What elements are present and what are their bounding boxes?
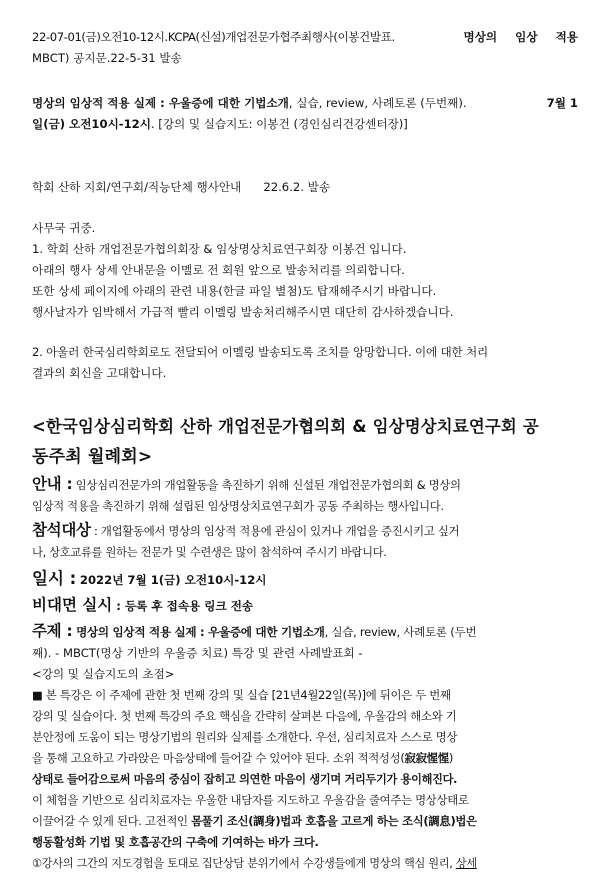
target-label: 참석대상 <box>32 521 91 539</box>
target-line-2: 나, 상호교류를 원하는 전문가 및 수련생은 많이 참석하여 주시기 바랍니다. <box>32 546 387 559</box>
focus-line-3: 분안정에 도움이 되는 명상기법의 원리와 실제를 소개한다. 우선, 심리치료자 스스로 명상 <box>32 730 458 744</box>
subject-date-part: 7월 1 <box>546 96 578 110</box>
header-topic: 명상의 임상 적용 <box>463 30 578 44</box>
body-line-2: 아래의 행사 상세 안내문을 이멜로 전 회원 앞으로 발송처리를 의뢰합니다. <box>32 263 405 277</box>
datetime-line <box>32 568 578 591</box>
focus-line-7 <box>32 811 578 832</box>
notice-line: 학회 산하 지회/연구회/직능단체 행사안내 22.6.2. 발송 <box>32 180 331 194</box>
focus-line-9 <box>32 853 578 874</box>
focus-line-4 <box>32 748 578 769</box>
topic-title: 명상의 임상적 적용 실제 : 우울증에 대한 기법소개 <box>72 625 325 639</box>
focus-line-7-bold: 몸풀기 조신(調身)법과 호흡을 고르게 하는 조식(調息)법은 <box>191 814 477 828</box>
online-label: 비대면 실시 <box>32 596 113 614</box>
focus-line-9-text: ①강사의 그간의 지도경험을 토대로 집단상담 분위기에서 수강생들에게 명상의 핵심 원리, <box>32 857 456 870</box>
focus-line-2: 강의 및 실습이다. 첫 번째 특강의 주요 핵심을 간략히 살펴본 다음에, 우울감의 해소와 기 <box>32 709 457 723</box>
guide-label: 안내 : <box>32 475 73 493</box>
body-line-5: 2. 아울러 한국심리학회로도 전달되어 이멜링 발송되도록 조치를 앙망합니다. 이에 대한 처리 <box>32 345 488 359</box>
body-line-3: 또한 상세 페이지에 아래의 관련 내용(한글 파일 별첨)도 탑재해주시기 바랍니다. <box>32 284 437 298</box>
subject-extra: , 실습, review, 사례토론 (두번째). <box>288 96 467 110</box>
focus-line-4-text: 을 통해 고요하고 가라앉은 마음상태에 들어갈 수 있어야 된다. 소위 적적성성( <box>32 751 405 765</box>
body-line-4: 행사날자가 임박해서 가급적 빨리 이멜링 발송처리해주시면 대단히 감사하겠습니다. <box>32 305 454 319</box>
body-greeting: 사무국 귀중. <box>32 221 96 235</box>
guide-text-1: 임상심리전문가의 개업활동을 촉진하기 위해 신설된 개업전문가협의회 & 명상의 <box>72 478 461 492</box>
subject-title: 명상의 임상적 적용 실제 : 우울증에 대한 기법소개 <box>32 96 289 110</box>
datetime-value: 2022년 7월 1(금) 오전10시-12시 <box>79 573 267 587</box>
subject-line-1 <box>32 93 578 114</box>
datetime-label: 일시 : <box>32 569 77 588</box>
guide-line-1 <box>32 474 578 496</box>
event-title-line-2: 동주최 월례회> <box>32 447 153 467</box>
focus-line-4-end: ) <box>448 751 454 765</box>
body-line-1: 1. 학회 산하 개업전문가협의회장 & 임상명상치료연구회장 이봉건 입니다. <box>32 242 407 256</box>
focus-line-9-underlined: 상세 <box>455 857 477 870</box>
header-filename: 22-07-01(금)오전10-12시.KCPA(신설)개업전문가협주최행사(이봉건발표. <box>32 30 395 44</box>
topic-extra: , 실습, review, 사례토론 (두번 <box>324 625 477 639</box>
topic-line-2: 째). - MBCT(명상 기반의 우울증 치료) 특강 및 관련 사례발표회 - <box>32 646 363 660</box>
topic-line-1 <box>32 621 578 643</box>
subject-date: 일(금) 오전10시-12시 <box>32 117 151 131</box>
subject-line-2 <box>32 114 578 135</box>
subject-instructor: . [강의 및 실습지도: 이봉건 (경인심리건강센터장)] <box>150 117 408 131</box>
online-line <box>32 595 578 617</box>
topic-label: 주제 : <box>32 622 73 640</box>
focus-line-8: 행동활성화 기법 및 호흡공간의 구축에 기여하는 바가 크다. <box>32 835 319 849</box>
event-title-line-1: <한국임상심리학회 산하 개업전문가협의회 & 임상명상치료연구회 공 <box>32 417 539 436</box>
header-line-2: MBCT) 공지문.22-5-31 발송 <box>32 51 182 65</box>
header-line-1 <box>32 27 578 48</box>
focus-line-7-text: 이끌어갈 수 있게 된다. 고전적인 <box>32 814 192 828</box>
focus-heading: <강의 및 실습지도의 초점> <box>32 667 175 681</box>
body-line-6: 결과의 회신을 고대합니다. <box>32 366 167 380</box>
focus-hanja-1: 寂寂惺惺 <box>404 751 449 765</box>
focus-line-1: ■ 본 특강은 이 주제에 관한 첫 번째 강의 및 실습 [21년4월22일(목)]에 뒤이은 두 번째 <box>32 688 451 702</box>
online-value: : 등록 후 접속용 링크 전송 <box>112 599 254 613</box>
target-text-1: : 개업활동에서 명상의 임상적 적용에 관심이 있거나 개업을 증진시키고 싶거 <box>90 524 460 538</box>
focus-line-6: 이 체험을 기반으로 심리치료자는 우울한 내담자를 지도하고 우울감을 줄여주는 명상상태로 <box>32 793 469 807</box>
focus-line-5: 상태로 들어감으로써 마음의 중심이 잡히고 의연한 마음이 생기며 거리두기가 용이해진다. <box>32 773 458 786</box>
target-line-1 <box>32 520 578 542</box>
guide-line-2: 임상적 적용을 촉진하기 위해 설립된 임상명상치료연구회가 공동 주최하는 행사입니다. <box>32 500 444 513</box>
